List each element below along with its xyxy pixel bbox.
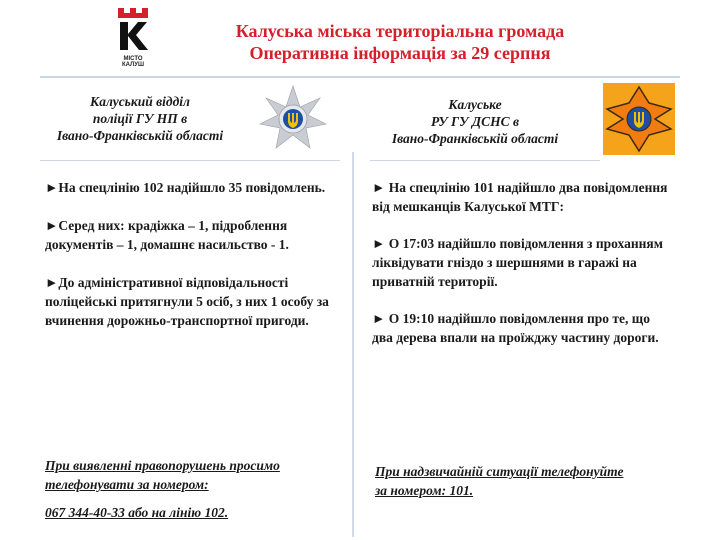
police-report-3: ►До адміністративної відповідальності поліцейські притягнули 5 осіб, з них 1 особу за вчинення дорожньо-транспортної пригоди. [45,275,329,328]
police-call-notice: При виявленні правопорушень просимо телефонувати за номером: 067 344-40-33 або на лінію 102. [45,456,345,522]
logo-caption: МІСТО КАЛУШ [121,56,145,68]
police-report-2: ►Серед них: крадіжка – 1, підроблення документів – 1, домашнє насильство - 1. [45,218,289,252]
police-phone: 067 344-40-33 або на лінію 102. [45,505,229,520]
police-report-1: ►На спецлінію 102 надійшло 35 повідомлень. [45,180,326,195]
dsns-cross-emblem-icon [603,83,675,160]
dsns-report-2: ► О 17:03 надійшло повідомлення з проханням ліквідувати гніздо з шершнями в гаражі на приватній території. [372,236,663,289]
dsns-phone: за номером: 101. [375,483,474,498]
dsns-report-3: ► О 19:10 надійшло повідомлення про те, що два дерева впали на проїжджу частину дороги. [372,311,659,345]
dsns-dept-name: Калуське РУ ГУ ДСНС в Івано-Франківській області [391,97,559,146]
dsns-divider [370,160,600,161]
column-divider [352,152,354,537]
police-star-emblem-icon [258,84,328,159]
title-line-1: Калуська міська територіальна громада [235,21,565,41]
dsns-call-notice: При надзвичайній ситуації телефонуйте за номером: 101. [375,462,685,500]
dsns-reports [372,178,672,347]
title-line-2: Оперативна інформація за 29 серпня [249,43,551,63]
dsns-report-1: ► На спецлінію 101 надійшло два повідомлення від мешканців Калуської МТГ: [372,180,668,214]
police-divider [40,160,340,161]
page-title [185,20,615,64]
police-reports [45,178,345,330]
header-divider [40,76,680,78]
police-dept-name: Калуський відділ поліції ГУ НП в Івано-Франківській області [56,94,224,143]
